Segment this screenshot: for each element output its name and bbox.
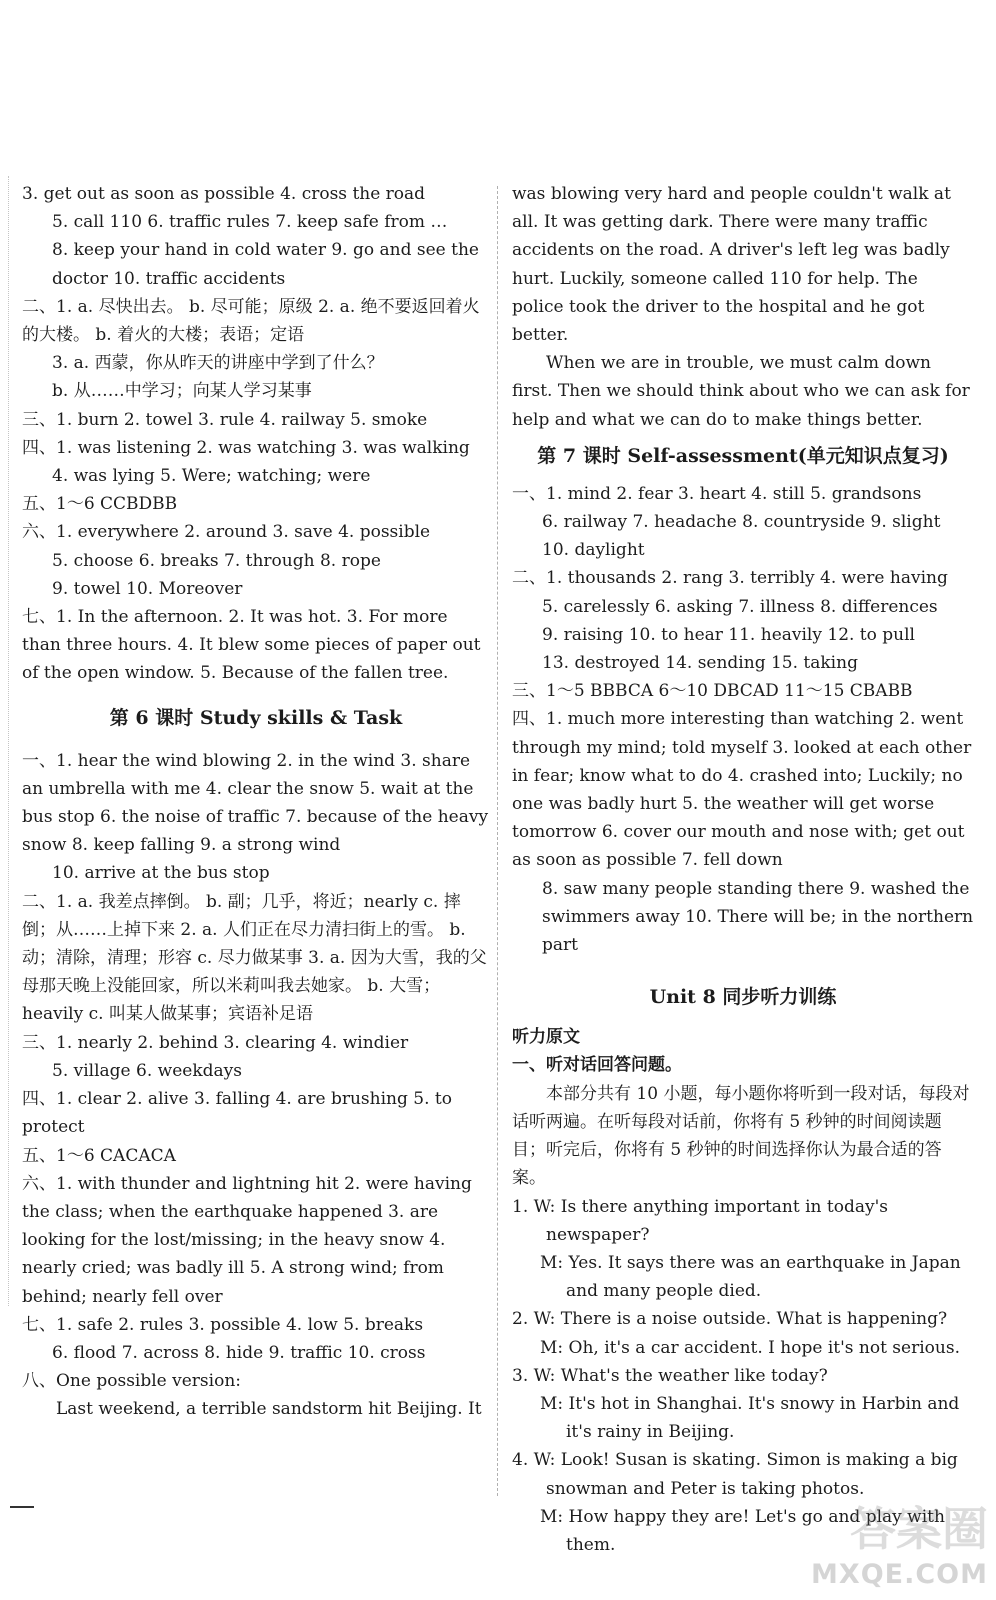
answer-line: 9. raising 10. to hear 11. heavily 12. to pull bbox=[542, 624, 915, 645]
answer-line: 三、1. burn 2. towel 3. rule 4. railway 5. smoke bbox=[22, 409, 428, 430]
answer-line: 一、1. hear the wind blowing 2. in the wind 3. share an umbrella with me 4. clear the snow 5. wait at the bus stop 6. the noise of traffic 7. because of the heavy snow 8. keep falling 9. a strong wind bbox=[22, 750, 489, 856]
right-column bbox=[512, 180, 974, 1559]
watermark-url: MXQE.COM bbox=[811, 1559, 988, 1590]
answer-block bbox=[22, 888, 490, 1029]
answer-block bbox=[22, 180, 490, 293]
answer-line: 3. a. 西蒙，你从昨天的讲座中学到了什么？ bbox=[52, 353, 384, 374]
page-edge-line bbox=[8, 176, 9, 1306]
answer-line: 七、1. safe 2. rules 3. possible 4. low 5. breaks bbox=[22, 1314, 424, 1335]
dialogue-woman-line: 1. W: Is there anything important in today's newspaper? bbox=[512, 1196, 888, 1245]
answer-line: 四、1. much more interesting than watching 2. went through my mind; told myself 3. looked at each other in fear; know what to do 4. crashed into; Luckily; no one was badly hurt 5. the weather will get worse tomorrow 6. cover our mouth and nose with; get out as soon as possible 7. fell down bbox=[512, 709, 972, 871]
answer-line: 八、One possible version: bbox=[22, 1371, 241, 1392]
dialogue-woman-line: 3. W: What's the weather like today? bbox=[512, 1365, 828, 1386]
answer-block bbox=[22, 1311, 490, 1367]
answer-line: 一、1. mind 2. fear 3. heart 4. still 5. grandsons bbox=[512, 483, 922, 504]
answer-block bbox=[22, 293, 490, 406]
answer-line: 10. arrive at the bus stop bbox=[52, 863, 270, 884]
dialogue-man-line: M: Oh, it's a car accident. I hope it's not serious. bbox=[540, 1337, 960, 1358]
answer-line: 七、1. In the afternoon. 2. It was hot. 3. For more than three hours. 4. It blew some pieces of paper out of the open window. 5. Because of the fallen tree. bbox=[22, 607, 481, 684]
answer-line: 六、1. everywhere 2. around 3. save 4. possible bbox=[22, 522, 431, 543]
answer-block bbox=[22, 747, 490, 888]
answer-line: 四、1. clear 2. alive 3. falling 4. are brushing 5. to protect bbox=[22, 1089, 452, 1138]
lesson5-answers bbox=[22, 180, 490, 688]
answer-line: 6. flood 7. across 8. hide 9. traffic 10. cross bbox=[52, 1342, 426, 1363]
answer-line: 5. call 110 6. traffic rules 7. keep safe from … bbox=[52, 212, 448, 233]
answer-line: 6. railway 7. headache 8. countryside 9. slight bbox=[542, 512, 941, 533]
answer-block bbox=[512, 705, 974, 959]
watermark bbox=[783, 1500, 988, 1592]
answer-line: 六、1. with thunder and lightning hit 2. were having the class; when the earthquake happened 3. are looking for the lost/missing; in the heavy snow 4. nearly cried; was badly ill 5. A strong wind; from behind; nearly fell over bbox=[22, 1173, 472, 1307]
essay-paragraph-2: When we are in trouble, we must calm down first. Then we should think about who we can ask for help and what we can do to make things better. bbox=[512, 353, 970, 430]
answer-block bbox=[22, 1085, 490, 1141]
footer-dash bbox=[10, 1506, 34, 1508]
answer-block bbox=[22, 434, 490, 490]
answer-line: 3. get out as soon as possible 4. cross the road bbox=[22, 184, 426, 204]
answer-block bbox=[22, 406, 490, 434]
column-divider bbox=[497, 186, 498, 1496]
answer-line: 二、1. a. 我差点摔倒。 b. 副；几乎，将近；nearly c. 摔倒；从……上掉下来 2. a. 人们正在尽力清扫街上的雪。 b. 动；清除，清理；形容 c. 尽力做某事 3. a. 因为大雪，我的父母那天晚上没能回家，所以米莉叫我去她家。 b. 大雪；heavily c. 叫某人做某事；宾语补足语 bbox=[22, 891, 487, 1025]
left-column bbox=[22, 180, 490, 1424]
lesson6-answers bbox=[22, 747, 490, 1396]
answer-block bbox=[22, 1367, 490, 1395]
answer-block bbox=[512, 677, 974, 705]
dialogue-man-line: M: Yes. It says there was an earthquake in Japan and many people died. bbox=[540, 1252, 961, 1302]
answer-line: 五、1～6 CCBDBB bbox=[22, 494, 178, 515]
answer-line: 10. daylight bbox=[542, 540, 645, 561]
answer-block bbox=[22, 1142, 490, 1170]
answer-line: 四、1. was listening 2. was watching 3. was walking bbox=[22, 437, 470, 458]
answer-line: b. 从……中学习；向某人学习某事 bbox=[52, 381, 312, 402]
answer-line: 13. destroyed 14. sending 15. taking bbox=[542, 653, 858, 674]
dialogue-man-line: M: How happy they are! Let's go and play with them. bbox=[540, 1506, 945, 1555]
listening-title: 听力原文 bbox=[512, 1027, 580, 1048]
answer-block bbox=[512, 480, 974, 565]
section1-title: 一、听对话回答问题。 bbox=[512, 1055, 682, 1076]
answer-line: 4. was lying 5. Were; watching; were bbox=[52, 466, 371, 487]
answer-line: 5. carelessly 6. asking 7. illness 8. differences bbox=[542, 596, 938, 617]
dialogue-man-line: M: It's hot in Shanghai. It's snowy in Harbin and it's rainy in Beijing. bbox=[540, 1393, 960, 1443]
answer-block bbox=[22, 603, 490, 688]
answer-block bbox=[22, 518, 490, 603]
answer-line: 二、1. thousands 2. rang 3. terribly 4. were having bbox=[512, 568, 948, 589]
essay-continued: was blowing very hard and people couldn't walk at all. It was getting dark. There were many traffic accidents on the road. A driver's left leg was badly hurt. Luckily, someone called 110 for help. The police took the driver to the hospital and he got better. bbox=[512, 184, 951, 346]
answer-line: 5. choose 6. breaks 7. through 8. rope bbox=[52, 550, 381, 571]
answer-line: 二、1. a. 尽快出去。 b. 尽可能；原级 2. a. 绝不要返回着火的大楼。 b. 着火的大楼；表语；定语 bbox=[22, 296, 480, 346]
listening-instructions: 本部分共有 10 小题，每小题你将听到一段对话，每段对话听两遍。在听每段对话前，你将有 5 秒钟的时间阅读题目；听完后，你将有 5 秒钟的时间选择你认为最合适的答案。 bbox=[512, 1083, 970, 1189]
answer-block bbox=[22, 1029, 490, 1085]
answer-block bbox=[22, 1170, 490, 1311]
answer-line: 9. towel 10. Moreover bbox=[52, 578, 243, 599]
dialogue-woman-line: 4. W: Look! Susan is skating. Simon is making a big snowman and Peter is taking photos. bbox=[512, 1450, 958, 1499]
unit8-heading: Unit 8 同步听力训练 bbox=[649, 986, 837, 1009]
answer-line: 8. saw many people standing there 9. washed the swimmers away 10. There will be; in the northern part bbox=[542, 878, 974, 956]
answer-line: 三、1～5 BBBCA 6～10 DBCAD 11～15 CBABB bbox=[512, 681, 913, 702]
answer-line: 三、1. nearly 2. behind 3. clearing 4. windier bbox=[22, 1032, 409, 1053]
lesson7-answers bbox=[512, 480, 974, 959]
answer-block bbox=[512, 564, 974, 677]
lesson7-heading: 第 7 课时 Self-assessment(单元知识点复习) bbox=[537, 444, 949, 467]
essay-start: Last weekend, a terrible sandstorm hit Beijing. It bbox=[56, 1399, 482, 1420]
lesson6-heading: 第 6 课时 Study skills & Task bbox=[109, 706, 403, 729]
answer-block bbox=[22, 490, 490, 518]
answer-line: 8. keep your hand in cold water 9. go and see the doctor 10. traffic accidents bbox=[52, 240, 479, 289]
dialogue-woman-line: 2. W: There is a noise outside. What is happening? bbox=[512, 1309, 948, 1330]
watermark-logo: 答案圈 bbox=[850, 1502, 988, 1556]
answer-line: 5. village 6. weekdays bbox=[52, 1060, 242, 1081]
answer-line: 五、1～6 CACACA bbox=[22, 1145, 176, 1166]
